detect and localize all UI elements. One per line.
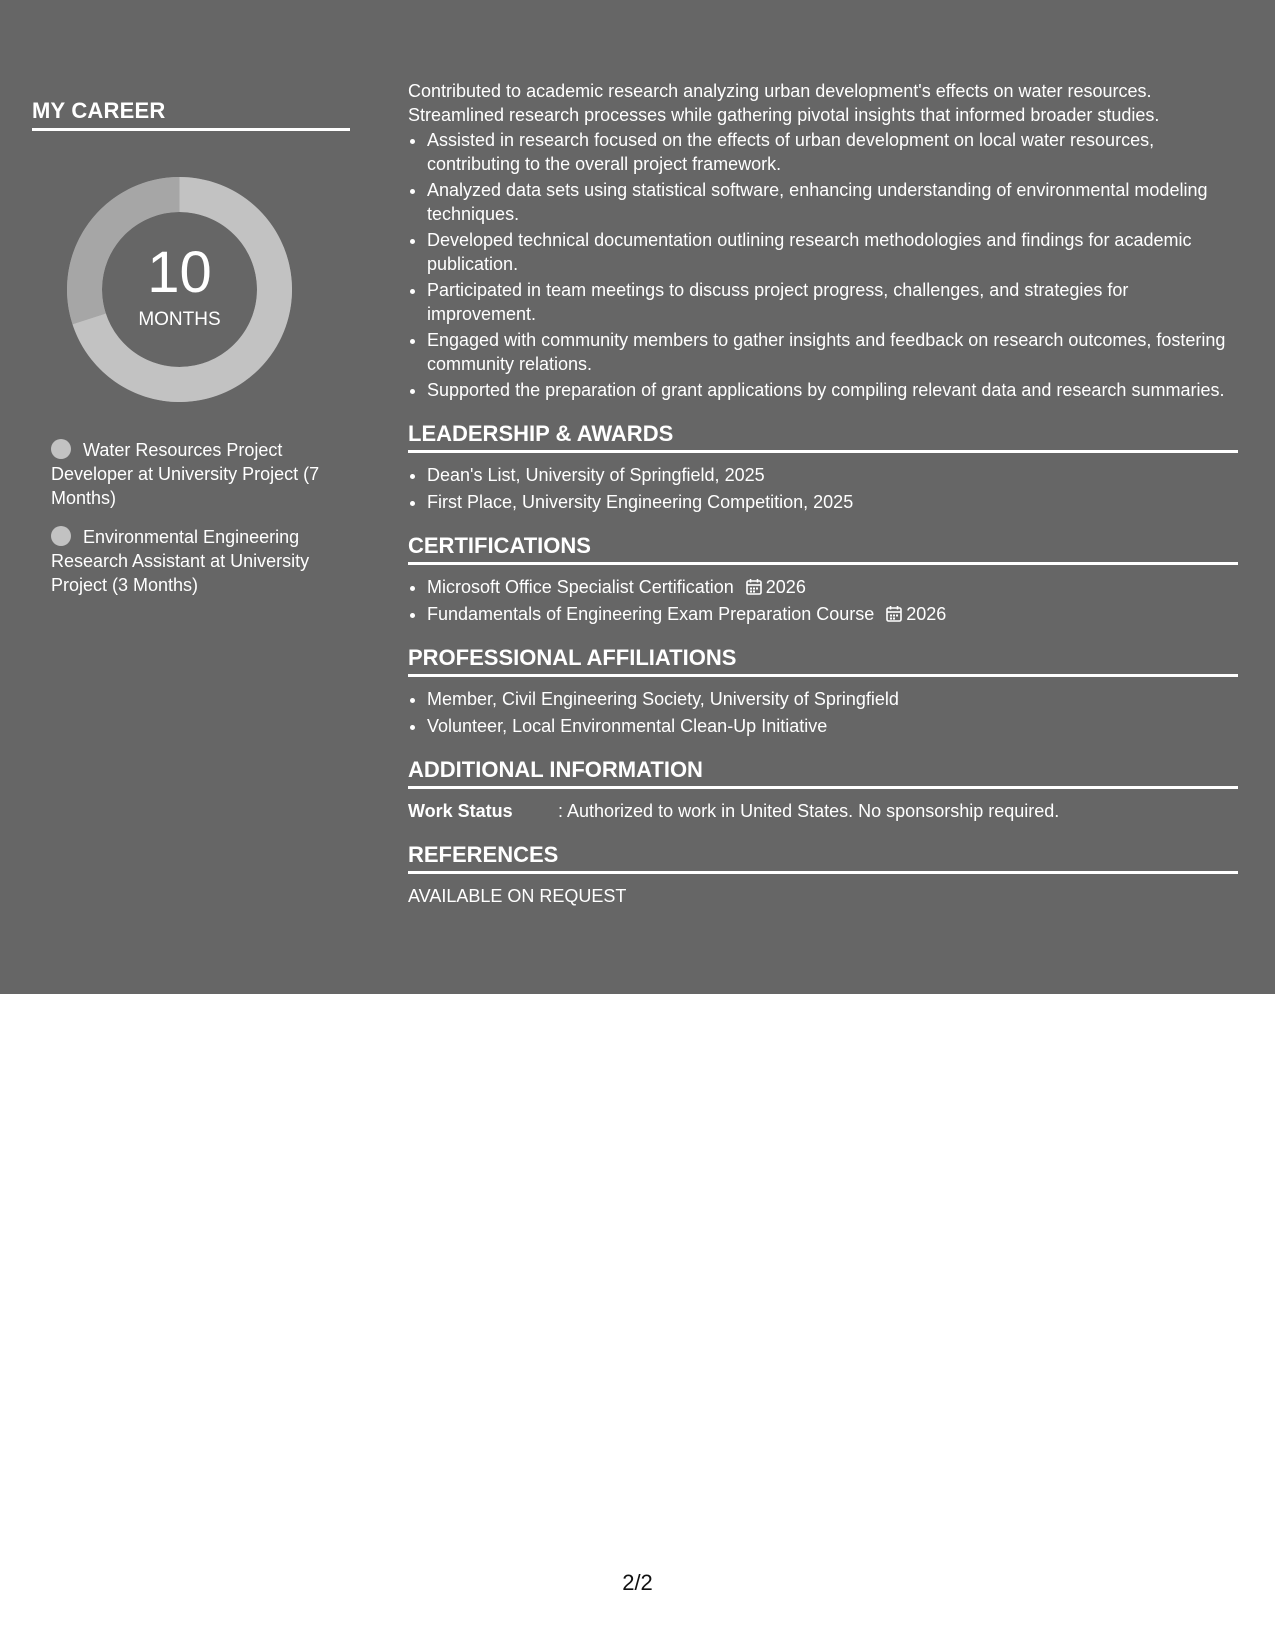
leadership-heading: LEADERSHIP & AWARDS: [408, 420, 1238, 453]
experience-bullet: • Engaged with community members to gather insights and feedback on research outcomes, fostering community relations.: [427, 328, 1238, 376]
career-role-label: Water Resources Project Developer at University Project (7 Months): [51, 440, 320, 508]
work-status-label: Work Status: [408, 801, 513, 821]
additional-info-heading: ADDITIONAL INFORMATION: [408, 756, 1238, 789]
circle-marker-icon: [51, 439, 71, 459]
certification-date: [886, 604, 946, 624]
experience-intro-line-2: Streamlined research processes while gathering pivotal insights that informed broader studies.: [408, 105, 1160, 125]
experience-bullet: • Analyzed data sets using statistical software, enhancing understanding of environmental modeling techniques.: [427, 178, 1238, 226]
certification-item: [427, 575, 1238, 599]
calendar-icon: [886, 605, 902, 622]
work-status-row: [408, 799, 1238, 823]
career-total-value: 10: [147, 240, 212, 305]
career-role-list: [51, 438, 341, 612]
work-status-value: : Authorized to work in United States. No sponsorship required.: [558, 801, 1060, 821]
career-donut-chart: [67, 177, 292, 402]
references-heading: REFERENCES: [408, 841, 1238, 874]
certification-name: Microsoft Office Specialist Certification: [427, 577, 734, 597]
certification-year: 2026: [765, 577, 806, 597]
page-number: 2/2: [622, 1570, 653, 1595]
career-role-item: [51, 525, 341, 597]
experience-bullet: • Supported the preparation of grant applications by compiling relevant data and research summaries.: [427, 378, 1238, 402]
career-role-label: Environmental Engineering Research Assistant at University Project (3 Months): [51, 527, 310, 595]
certification-year: 2026: [906, 604, 947, 624]
circle-marker-icon: [51, 526, 71, 546]
leadership-item: • Dean's List, University of Springfield, 2025: [427, 463, 1238, 487]
experience-bullet: • Developed technical documentation outlining research methodologies and findings for academic publication.: [427, 228, 1238, 276]
affiliations-heading: PROFESSIONAL AFFILIATIONS: [408, 644, 1238, 677]
affiliation-item: • Volunteer, Local Environmental Clean-Up Initiative: [427, 714, 1238, 738]
affiliation-item: • Member, Civil Engineering Society, University of Springfield: [427, 687, 1238, 711]
experience-bullets: [408, 128, 1238, 402]
certifications-heading: CERTIFICATIONS: [408, 532, 1238, 565]
calendar-icon: [746, 578, 762, 595]
affiliations-list: [408, 687, 1238, 738]
references-text: AVAILABLE ON REQUEST: [408, 886, 627, 906]
leadership-list: [408, 463, 1238, 514]
career-title: MY CAREER: [32, 98, 350, 131]
experience-intro: [408, 79, 1238, 127]
main-content: [408, 79, 1238, 908]
career-role-item: [51, 438, 341, 510]
career-total-unit: MONTHS: [138, 309, 221, 330]
experience-intro-line-1: Contributed to academic research analyzing urban development's effects on water resources.: [408, 81, 1152, 101]
experience-bullet: • Assisted in research focused on the effects of urban development on local water resources, contributing to the overall project framework.: [427, 128, 1238, 176]
certification-item: [427, 602, 1238, 626]
certification-date: [746, 577, 806, 597]
certifications-list: [408, 575, 1238, 626]
certification-name: Fundamentals of Engineering Exam Preparation Course: [427, 604, 875, 624]
experience-bullet: • Participated in team meetings to discuss project progress, challenges, and strategies for improvement.: [427, 278, 1238, 326]
donut-center: [67, 177, 292, 402]
leadership-item: • First Place, University Engineering Competition, 2025: [427, 490, 1238, 514]
career-sidebar: [32, 98, 350, 595]
